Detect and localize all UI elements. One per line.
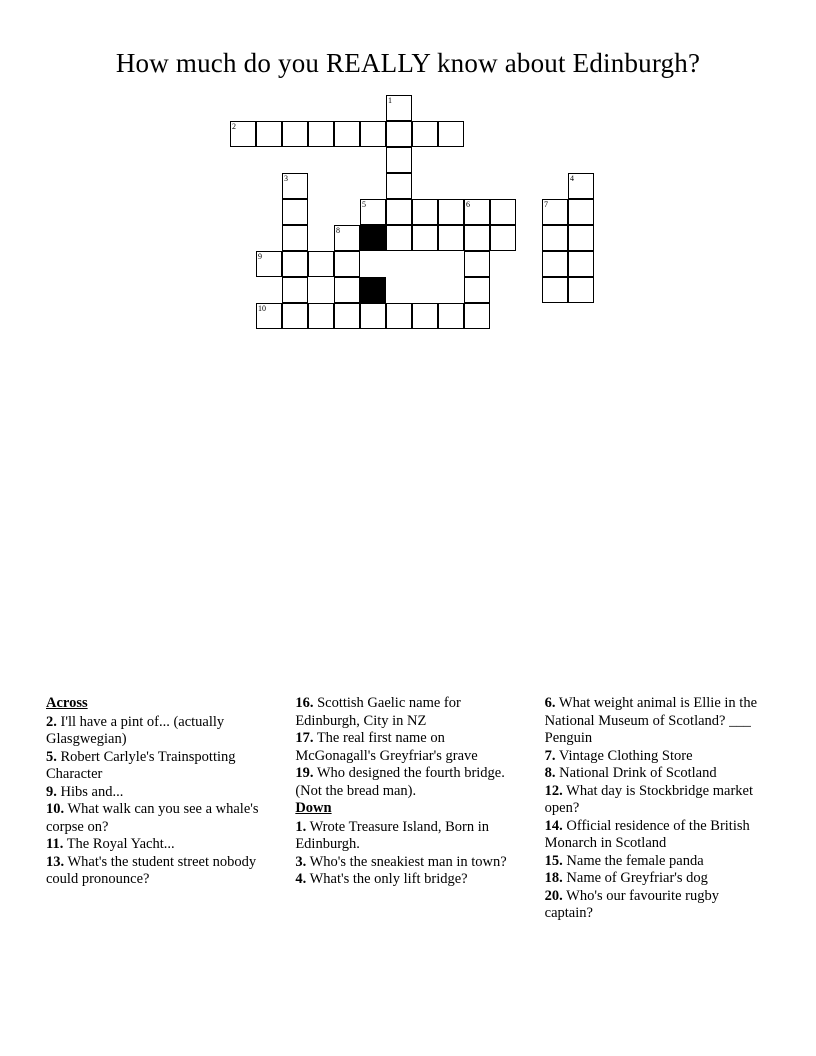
clue-text: The real first name on McGonagall's Greyfriar's grave [295, 730, 478, 764]
grid-cell[interactable] [464, 225, 490, 251]
grid-cell[interactable] [464, 277, 490, 303]
cell-number: 1 [388, 96, 392, 105]
grid-cell[interactable] [490, 199, 516, 225]
clue-number: 14. [544, 817, 563, 834]
cell-number: 9 [258, 252, 262, 261]
clue-text: I'll have a pint of... (actually Glasgwegian) [46, 713, 225, 747]
cell-number: 5 [362, 200, 366, 209]
grid-cell[interactable] [334, 277, 360, 303]
grid-cell[interactable] [386, 199, 412, 225]
clue-text: Who's our favourite rugby captain? [544, 887, 719, 921]
across-heading: Across [46, 695, 88, 711]
clue-item [545, 853, 770, 871]
clue-number: 10. [46, 801, 65, 817]
clue-text: Name the female panda [562, 852, 704, 869]
clue-text: What's the student street nobody could pronounce? [46, 853, 257, 887]
clue-item [46, 714, 271, 749]
grid-cell[interactable] [464, 303, 490, 329]
clue-number: 12. [544, 782, 563, 799]
grid-cell[interactable] [308, 121, 334, 147]
clue-item [545, 870, 770, 888]
clue-number: 13. [46, 853, 65, 870]
grid-cell[interactable] [464, 199, 490, 225]
clue-text: Who designed the fourth bridge. (Not the bread man). [295, 765, 505, 799]
page-title: How much do you REALLY know about Edinburgh? [115, 48, 701, 78]
clue-item [46, 749, 271, 784]
grid-cell[interactable] [282, 303, 308, 329]
grid-cell[interactable] [334, 225, 360, 251]
grid-cell[interactable] [282, 251, 308, 277]
cell-number: 10 [258, 304, 266, 313]
clue-text: What walk can you see a whale's corpse on? [46, 801, 259, 835]
cell-number: 6 [466, 200, 470, 209]
grid-cell[interactable] [386, 147, 412, 173]
clue-text: Hibs and... [56, 783, 124, 800]
grid-cell[interactable] [438, 121, 464, 147]
crossword-grid[interactable] [0, 95, 816, 635]
clue-number: 4. [295, 871, 307, 887]
clue-number: 20. [544, 887, 563, 904]
grid-cell[interactable] [360, 121, 386, 147]
grid-cell[interactable] [568, 199, 594, 225]
clue-number: 3. [295, 853, 307, 870]
clue-text: What day is Stockbridge market open? [544, 782, 753, 816]
clue-text: What's the only lift bridge? [306, 871, 468, 887]
clue-text: National Drink of Scotland [555, 765, 717, 781]
clue-item [46, 836, 271, 854]
clue-text: Official residence of the British Monarch in Scotland [544, 817, 750, 851]
grid-cell[interactable] [568, 277, 594, 303]
clue-number: 2. [46, 713, 57, 730]
grid-cell[interactable] [282, 173, 308, 199]
grid-cell[interactable] [308, 251, 334, 277]
grid-cell[interactable] [542, 251, 568, 277]
clue-item [545, 748, 770, 766]
clue-number: 11. [46, 836, 64, 852]
clue-item [295, 854, 520, 872]
grid-cell[interactable] [438, 225, 464, 251]
grid-cell[interactable] [386, 303, 412, 329]
clue-item [545, 818, 770, 853]
grid-cell[interactable] [412, 225, 438, 251]
clue-number: 6. [544, 695, 556, 711]
clue-number: 9. [46, 783, 57, 800]
clue-number: 5. [46, 748, 57, 765]
grid-cell[interactable] [282, 225, 308, 251]
grid-block [360, 277, 386, 303]
grid-cell[interactable] [568, 225, 594, 251]
grid-cell[interactable] [256, 121, 282, 147]
clues-section [46, 695, 770, 955]
grid-cell[interactable] [412, 121, 438, 147]
grid-cell[interactable] [308, 303, 334, 329]
grid-cell[interactable] [542, 277, 568, 303]
grid-cell[interactable] [386, 121, 412, 147]
clue-text: Scottish Gaelic name for Edinburgh, City in NZ [295, 695, 461, 729]
grid-cell[interactable] [360, 303, 386, 329]
grid-cell[interactable] [490, 225, 516, 251]
grid-cell[interactable] [282, 199, 308, 225]
grid-cell[interactable] [438, 199, 464, 225]
clue-item [545, 765, 770, 783]
clue-text: Vintage Clothing Store [555, 747, 693, 764]
cell-number: 3 [284, 174, 288, 183]
grid-cell[interactable] [412, 303, 438, 329]
down-heading: Down [295, 800, 332, 816]
grid-cell[interactable] [334, 121, 360, 147]
cell-number: 2 [232, 122, 236, 131]
clue-text: The Royal Yacht... [63, 836, 175, 852]
clue-number: 7. [544, 747, 556, 764]
grid-cell[interactable] [334, 251, 360, 277]
grid-cell[interactable] [568, 251, 594, 277]
clue-item [545, 888, 770, 923]
clue-item [46, 854, 271, 889]
grid-cell[interactable] [282, 277, 308, 303]
grid-cell[interactable] [542, 199, 568, 225]
clue-item [295, 765, 520, 800]
clue-item [295, 730, 520, 765]
clue-text: Who's the sneakiest man in town? [306, 853, 507, 870]
clue-item [46, 784, 271, 802]
clue-number: 18. [544, 870, 563, 886]
clue-number: 15. [544, 852, 563, 869]
cell-number: 7 [544, 200, 548, 209]
clue-number: 1. [295, 818, 307, 835]
clue-text: Name of Greyfriar's dog [562, 870, 708, 886]
clue-item [545, 695, 770, 748]
grid-cell[interactable] [360, 199, 386, 225]
cell-number: 4 [570, 174, 574, 183]
grid-cell[interactable] [438, 303, 464, 329]
grid-cell[interactable] [334, 303, 360, 329]
clue-text: Wrote Treasure Island, Born in Edinburgh. [295, 818, 489, 852]
grid-cell[interactable] [256, 303, 282, 329]
grid-block [360, 225, 386, 251]
clue-number: 16. [295, 695, 314, 711]
clue-item [295, 819, 520, 854]
clue-number: 8. [544, 765, 556, 781]
grid-cell[interactable] [256, 251, 282, 277]
clue-number: 19. [295, 765, 314, 781]
clue-number: 17. [295, 730, 314, 746]
grid-cell[interactable] [464, 251, 490, 277]
clue-text: Robert Carlyle's Trainspotting Character [46, 748, 236, 782]
grid-cell[interactable] [386, 225, 412, 251]
grid-cell[interactable] [386, 173, 412, 199]
clue-item [295, 871, 520, 889]
crossword-grid-wrap [0, 95, 816, 635]
clue-item [295, 695, 520, 730]
grid-cell[interactable] [412, 199, 438, 225]
grid-cell[interactable] [282, 121, 308, 147]
grid-cell[interactable] [568, 173, 594, 199]
clue-text: What weight animal is Ellie in the National Museum of Scotland? ___ Penguin [544, 695, 758, 746]
grid-cell[interactable] [542, 225, 568, 251]
grid-cell[interactable] [386, 95, 412, 121]
cell-number: 8 [336, 226, 340, 235]
clue-item [46, 801, 271, 836]
grid-cell[interactable] [230, 121, 256, 147]
clue-item [545, 783, 770, 818]
